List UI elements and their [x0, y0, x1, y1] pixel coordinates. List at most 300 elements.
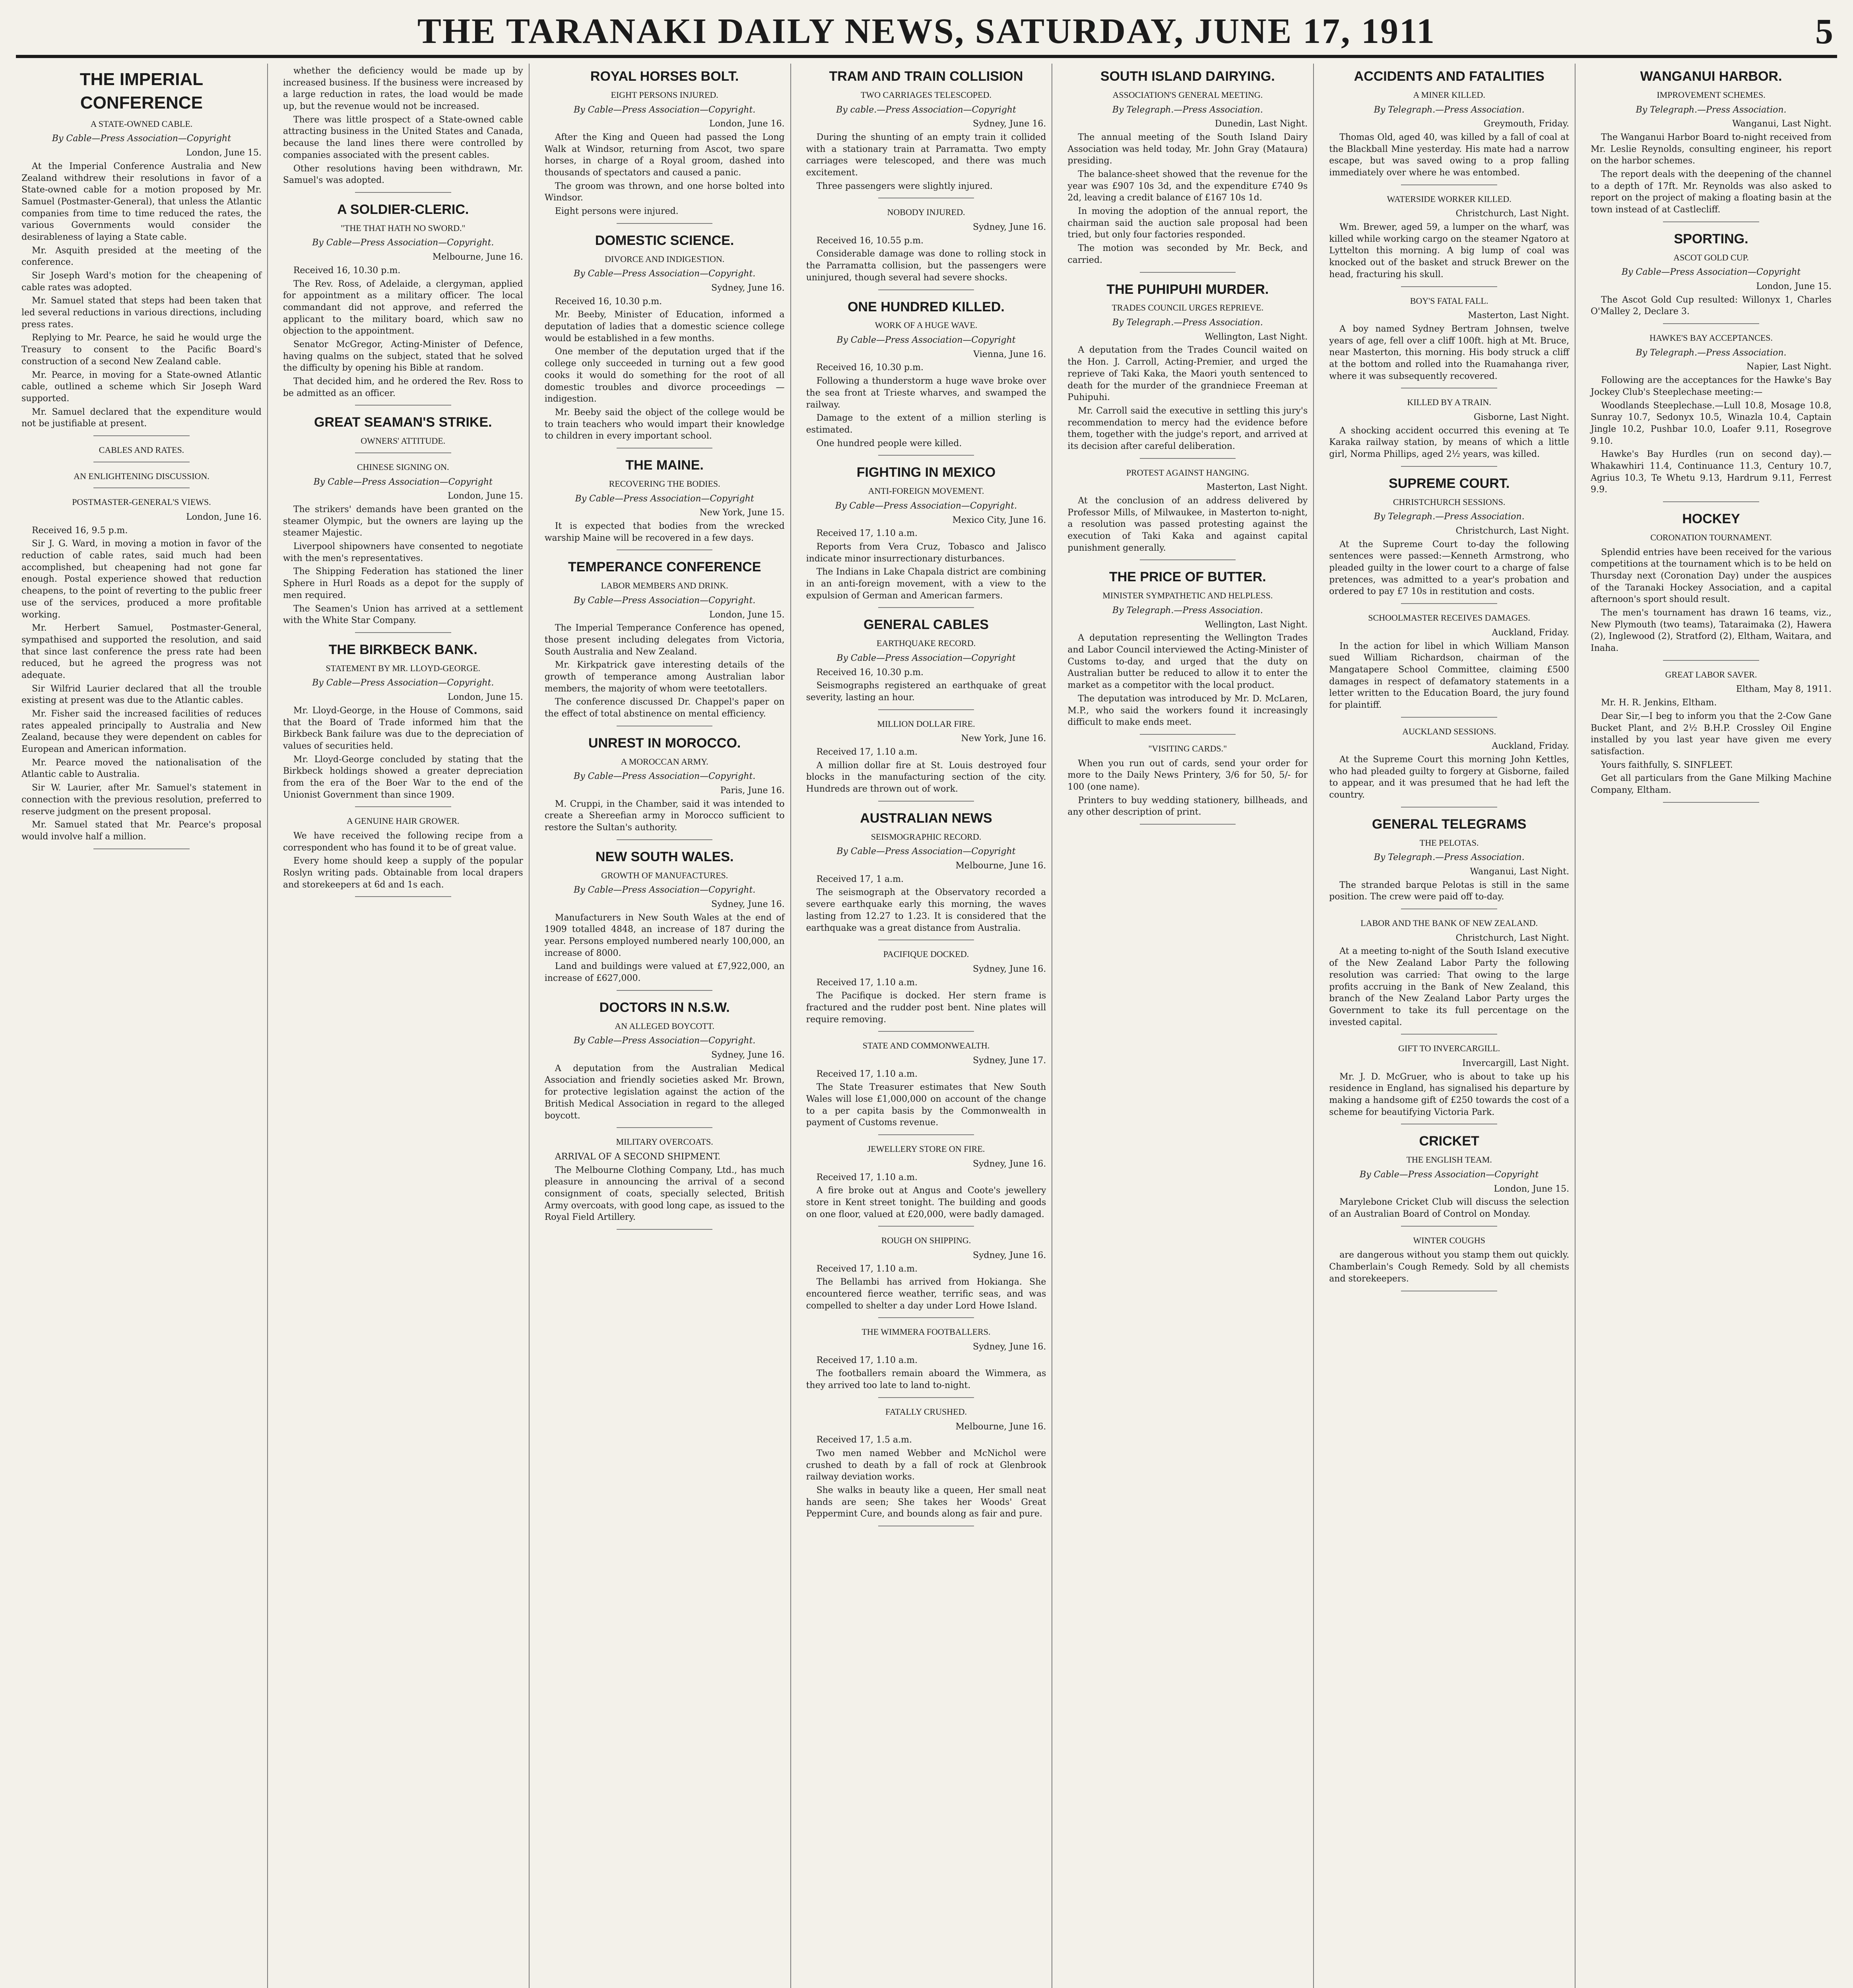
- article-divider: [1140, 824, 1236, 825]
- article: [1067, 568, 1308, 734]
- article-divider: [355, 896, 451, 897]
- article: [283, 815, 523, 897]
- article-paragraph: ARRIVAL OF A SECOND SHIPMENT.: [555, 1151, 721, 1162]
- article: [283, 201, 523, 406]
- article-paragraph: One hundred people were killed.: [816, 438, 962, 448]
- article-paragraph: Dear Sir,—I beg to inform you that the 2-Cow Gane Bucket Plant, and 2½ B.H.P. Crossley Oil Engine installed by you last year have given me every satisfaction.: [1591, 711, 1832, 757]
- article-paragraph: Damage to the extent of a million sterling is estimated.: [806, 413, 1046, 435]
- article: [1067, 743, 1308, 825]
- article-dateline: Vienna, June 16.: [973, 349, 1046, 359]
- article-byline: By Cable—Press Association—Copyright: [313, 477, 493, 487]
- article-paragraph: Mr. Samuel declared that the expenditure would not be justifiable at present.: [21, 407, 262, 429]
- article-divider: [878, 1134, 974, 1135]
- article-divider: [93, 848, 190, 849]
- article-paragraph: Two men named Webber and McNichol were crushed to death by a fall of rock at Glenbrook railway deviation works.: [806, 1448, 1046, 1482]
- article-subhead: TRADES COUNCIL URGES REPRIEVE.: [1112, 303, 1264, 313]
- masthead: [16, 7, 1837, 58]
- article-dateline: New York, June 16.: [961, 734, 1046, 744]
- article-headline: TRAM AND TRAIN COLLISION: [829, 69, 1023, 84]
- article: [806, 68, 1046, 198]
- column-5: [1062, 64, 1314, 1988]
- article-paragraph: Mr. Pearce, in moving for a State-owned Atlantic cable, outlined a scheme which Sir Joseph Ward supported.: [21, 370, 262, 404]
- article-paragraph: At the Imperial Conference Australia and New Zealand withdrew their resolutions in favor of a State-owned cable for a motion proposed by Mr. Samuel (Postmaster-General), that unless the Atlantic companies from time to time reduced the rates, the various Governments would consider the desirableness of laying a State cable.: [21, 161, 262, 242]
- article-subhead: LABOR AND THE BANK OF NEW ZEALAND.: [1360, 918, 1538, 928]
- article-paragraph: We have received the following recipe from a correspondent who has found it to be of great value.: [283, 831, 523, 853]
- article-dateline: Christchurch, Last Night.: [1455, 933, 1570, 943]
- article-paragraph: Land and buildings were valued at £7,922,000, an increase of £627,000.: [544, 961, 785, 984]
- article-byline: By Telegraph.—Press Association.: [1112, 606, 1263, 616]
- article-paragraph: Mr. Herbert Samuel, Postmaster-General, sympathised and supported the resolution, and said that since last conference the press rate had been reduced, but he agreed the progress was not adequate.: [21, 623, 262, 680]
- article-dateline: Greymouth, Friday.: [1483, 119, 1570, 129]
- article-dateline: New York, June 15.: [699, 508, 785, 518]
- article-paragraph: Every home should keep a supply of the popular Roslyn writing pads. Obtainable from local drapers and storekeepers at 6d and 1s each.: [283, 856, 523, 890]
- article-divider: [1663, 323, 1759, 324]
- article: [1329, 1043, 1569, 1124]
- article-divider: [93, 487, 190, 488]
- article-divider: [355, 806, 451, 807]
- article-headline: WANGANUI HARBOR.: [1640, 69, 1782, 84]
- article-dateline: London, June 15.: [1756, 282, 1832, 292]
- article-divider: [617, 990, 713, 991]
- article-dateline: Sydney, June 16.: [711, 283, 785, 293]
- article-paragraph: Wm. Brewer, aged 59, a lumper on the wharf, was killed while working cargo on the steamer Ngatoro at Lyttelton this morning. A big lump of coal was knocked out of the basket and struck Brewer on the head, fracturing his skull.: [1329, 222, 1570, 280]
- article-paragraph: Mr. Samuel stated that Mr. Pearce's proposal would involve half a million.: [21, 820, 262, 842]
- article-paragraph: In the action for libel in which William Manson sued William Richardson, chairman of the Mangatapere School Committee, claiming £500 damages in respect of defamatory statements in a letter written to the Education Board, the jury found for plaintiff.: [1329, 641, 1570, 710]
- article-paragraph: The Indians in Lake Chapala district are combining in an anti-foreign movement, with a view to the expulsion of German and American farmers.: [806, 567, 1046, 601]
- article-headline: GENERAL TELEGRAMS: [1372, 816, 1527, 832]
- article-paragraph: One member of the deputation urged that if the college only succeeded in turning out a few good cooks it would do something for the root of all domestic troubles and divorce proceedings — indigestion.: [544, 347, 785, 404]
- article-paragraph: When you run out of cards, send your order for more to the Daily News Printery, 3/6 for 50, 5/- for 100 (one name).: [1067, 758, 1308, 792]
- article-subhead: AN ENLIGHTENING DISCUSSION.: [74, 471, 210, 481]
- article-dateline: Sydney, June 16.: [973, 119, 1046, 129]
- article-paragraph: Reports from Vera Cruz, Tobasco and Jalisco indicate minor insurrectionary disturbances.: [806, 542, 1046, 564]
- article-subhead: A MINER KILLED.: [1413, 89, 1485, 100]
- article-headline: ROYAL HORSES BOLT.: [590, 69, 739, 84]
- article-headline: GENERAL CABLES: [863, 617, 989, 633]
- article-headline: THE BIRKBECK BANK.: [328, 642, 477, 657]
- article-subhead: CHINESE SIGNING ON.: [357, 462, 449, 472]
- article-divider: [617, 1127, 713, 1128]
- article-paragraph: whether the deficiency would be made up by increased business. If the business were increased by a large reduction in rates, the load would be made up, but the revenue would not be increased.: [283, 66, 523, 112]
- article: [1329, 917, 1569, 1035]
- article-paragraph: That decided him, and he ordered the Rev. Ross to be admitted as an officer.: [283, 377, 523, 398]
- article-paragraph: The Imperial Temperance Conference has opened, those present including delegates from Victoria, South Australia and New Zealand.: [544, 623, 785, 657]
- article: [1329, 68, 1569, 185]
- article-paragraph: Mr. Carroll said the executive in settling this jury's recommendation to mercy had the evidence before them, together with the judge's report, and arrived at its decision after careful deliberation.: [1067, 406, 1308, 451]
- article-paragraph: The deputation was introduced by Mr. D. McLaren, M.P., who said the workers found it increasingly difficult to make ends meet.: [1067, 693, 1308, 728]
- article: [1329, 193, 1569, 287]
- article-dateline: London, June 15.: [1494, 1184, 1570, 1194]
- article: [1329, 295, 1569, 389]
- article-paragraph: In moving the adoption of the annual report, the chairman said the auction sale proposal had been tried, but only four factories responded.: [1067, 206, 1308, 240]
- article-dateline: Sydney, June 17.: [973, 1056, 1046, 1066]
- article-divider: [878, 1397, 974, 1398]
- article-subhead: RECOVERING THE BODIES.: [609, 478, 720, 489]
- article-paragraph: She walks in beauty like a queen, Her small neat hands are seen; She takes her Woods' Great Peppermint Cure, and bounds along as fair and pure.: [806, 1485, 1046, 1519]
- article: [806, 1040, 1046, 1135]
- article-paragraph: The strikers' demands have been granted on the steamer Olympic, but the owners are laying up the steamer Majestic.: [283, 505, 523, 538]
- article-divider: [1401, 466, 1497, 467]
- article-byline: By Telegraph.—Press Association.: [1636, 348, 1787, 358]
- article-byline: By Cable—Press Association—Copyright.: [573, 105, 756, 115]
- article-paragraph: Mr. Asquith presided at the meeting of the conference.: [21, 245, 262, 268]
- column-3: [539, 64, 791, 1988]
- article-divider: [878, 1031, 974, 1032]
- article-dateline: Napier, Last Night.: [1746, 362, 1832, 372]
- article: [1067, 68, 1308, 273]
- article: [1067, 281, 1308, 459]
- article-divider: [878, 1317, 974, 1318]
- article-paragraph: Received 17, 1.10 a.m.: [816, 1264, 918, 1274]
- article-subhead: THE ENGLISH TEAM.: [1406, 1155, 1492, 1165]
- article-headline: DOMESTIC SCIENCE.: [595, 233, 734, 248]
- article-subhead: GIFT TO INVERCARGILL.: [1398, 1043, 1500, 1054]
- article-paragraph: The report deals with the deepening of the channel to a depth of 17ft. Mr. Reynolds was also asked to report on the project of making a floating basin at the town instead of at Castlecliff.: [1591, 169, 1832, 215]
- article-divider: [617, 223, 713, 224]
- article-headline: SUPREME COURT.: [1389, 476, 1510, 491]
- article-paragraph: The conference discussed Dr. Chappel's paper on the effect of total abstinence on mental efficiency.: [544, 697, 785, 719]
- article-divider: [355, 405, 451, 406]
- article-paragraph: Marylebone Cricket Club will discuss the selection of an Australian Board of Control on Monday.: [1329, 1197, 1570, 1219]
- article-subhead: THE WIMMERA FOOTBALLERS.: [861, 1327, 991, 1337]
- article-subhead: "VISITING CARDS.": [1148, 743, 1227, 753]
- article-subhead: PROTEST AGAINST HANGING.: [1126, 467, 1249, 478]
- article-dateline: Wellington, Last Night.: [1205, 332, 1308, 342]
- article-subhead: MILITARY OVERCOATS.: [616, 1137, 713, 1147]
- article: [545, 1136, 785, 1230]
- article-paragraph: Received 16, 10.30 p.m.: [555, 296, 662, 307]
- article-byline: By Cable—Press Association—Copyright: [52, 134, 231, 144]
- article-headline: GREAT SEAMAN'S STRIKE.: [314, 415, 492, 430]
- article-paragraph: Received 17, 1.10 a.m.: [816, 1172, 918, 1182]
- article-subhead: TWO CARRIAGES TELESCOPED.: [860, 89, 992, 100]
- article-paragraph: Three passengers were slightly injured.: [816, 181, 993, 191]
- article-paragraph: Received 16, 10.30 p.m.: [816, 667, 924, 678]
- article-headline: HOCKEY: [1682, 511, 1740, 527]
- article-paragraph: Woodlands Steeplechase.—Lull 10.8, Mosage 10.8, Sunray 10.7, Sedonyx 10.5, Winazla 10.4, Captain Jingle 10.2, Pushbar 10.0, Loafer 9.11, Rosegrove 9.10.: [1591, 400, 1832, 446]
- article-subhead: EARTHQUAKE RECORD.: [876, 638, 976, 648]
- article: [806, 1143, 1046, 1227]
- article-subhead: EIGHT PERSONS INJURED.: [611, 89, 718, 100]
- article-subhead: POSTMASTER-GENERAL'S VIEWS.: [72, 497, 211, 507]
- article: [1067, 467, 1308, 561]
- article-paragraph: A deputation from the Trades Council waited on the Hon. J. Carroll, Acting-Premier, and urged the reprieve of Taki Kaka, the Maori youth sentenced to death for the murder of the grandniece Freeman at Puhipuhi.: [1067, 345, 1308, 403]
- column-6: [1323, 64, 1576, 1988]
- article: [1591, 669, 1832, 803]
- article-dateline: London, June 16.: [186, 512, 262, 522]
- article-paragraph: The Ascot Gold Cup resulted: Willonyx 1, Charles O'Malley 2, Declare 3.: [1591, 295, 1832, 317]
- article-paragraph: The groom was thrown, and one horse bolted into Windsor.: [544, 181, 785, 203]
- article-byline: By Cable—Press Association—Copyright.: [312, 678, 494, 688]
- article-paragraph: The men's tournament has drawn 16 teams, viz., New Plymouth (two teams), Tataraimaka (2), Hawera (2), Inglewood (2), Stratford (2), Eltham, Waitara, and Inaha.: [1591, 608, 1832, 654]
- article-byline: By Cable—Press Association—Copyright.: [835, 501, 1017, 511]
- article-dateline: Masterton, Last Night.: [1468, 311, 1570, 321]
- article-paragraph: Replying to Mr. Pearce, he said he would urge the Treasury to consent to the Pacific Board's construction of a second New Zealand cable.: [21, 333, 262, 367]
- article-paragraph: The balance-sheet showed that the revenue for the year was £907 10s 3d, and the expenditure £740 9s 2d, leaving a credit balance of £167 10s 1d.: [1067, 169, 1308, 203]
- article-subhead: MINISTER SYMPATHETIC AND HELPLESS.: [1102, 590, 1273, 601]
- article-subhead: WINTER COUGHS: [1413, 1235, 1485, 1245]
- article-dateline: Eltham, May 8, 1911.: [1736, 684, 1832, 695]
- article-paragraph: Mr. Kirkpatrick gave interesting details of the growth of temperance among Australian labor members, the majority of whom were teetotallers.: [544, 660, 785, 694]
- article-subhead: CABLES AND RATES.: [99, 445, 184, 455]
- article-divider: [93, 435, 190, 436]
- article: [1329, 726, 1569, 808]
- article: [545, 734, 785, 840]
- article-headline: CRICKET: [1419, 1134, 1479, 1149]
- article-byline: By Cable—Press Association—Copyright: [836, 335, 1016, 346]
- article: [283, 461, 523, 633]
- article: [1591, 68, 1832, 222]
- article-subhead: STATE AND COMMONWEALTH.: [862, 1041, 990, 1051]
- article-subhead: LABOR MEMBERS AND DRINK.: [601, 580, 728, 591]
- article-dateline: Masterton, Last Night.: [1206, 482, 1308, 493]
- article-headline: FIGHTING IN MEXICO: [856, 465, 996, 480]
- article-dateline: Sydney, June 16.: [973, 1250, 1046, 1260]
- article-dateline: Invercargill, Last Night.: [1462, 1058, 1570, 1068]
- article-paragraph: Received 16, 10.55 p.m.: [816, 235, 924, 246]
- article-headline: SPORTING.: [1674, 231, 1748, 247]
- article-byline: By Cable—Press Association—Copyright.: [312, 238, 494, 248]
- article-dateline: Auckland, Friday.: [1492, 741, 1570, 751]
- article: [21, 68, 262, 436]
- article-dateline: London, June 15.: [448, 692, 523, 703]
- article-dateline: Melbourne, June 16.: [432, 252, 523, 262]
- article-paragraph: A deputation representing the Wellington Trades and Labor Council interviewed the Acting-Minister of Customs to-day, and urged that the duty on Australian butter be reduced to allow it to enter the market as a competitor with the local product.: [1067, 633, 1308, 691]
- article: [21, 444, 262, 462]
- article-paragraph: Following are the acceptances for the Hawke's Bay Jockey Club's Steeplechase meeting:—: [1591, 375, 1832, 397]
- article-paragraph: A shocking accident occurred this evening at Te Karaka railway station, by means of which a little girl, Norma Phillips, aged 2½ years, was killed.: [1329, 425, 1570, 460]
- article-subhead: ANTI-FOREIGN MOVEMENT.: [868, 486, 984, 496]
- article-dateline: Wanganui, Last Night.: [1470, 867, 1570, 877]
- article-divider: [1663, 221, 1759, 222]
- article: [1329, 612, 1569, 718]
- article-subhead: WORK OF A HUGE WAVE.: [875, 320, 978, 330]
- article-divider: [617, 1229, 713, 1230]
- article-divider: [878, 455, 974, 456]
- article-paragraph: Eight persons were injured.: [555, 206, 679, 217]
- article: [1329, 475, 1569, 604]
- article-divider: [1401, 1034, 1497, 1035]
- article-paragraph: The Melbourne Clothing Company, Ltd., has much pleasure in announcing the arrival of a second consignment of coats, specially selected, British Army overcoats, with good long cape, as issued to the Royal Field Artillery.: [544, 1165, 785, 1223]
- article-divider: [878, 801, 974, 802]
- article-subhead: GREAT LABOR SAVER.: [1665, 669, 1757, 679]
- article: [1591, 510, 1832, 661]
- article-paragraph: A deputation from the Australian Medical Association and friendly societies asked Mr. Brown, for protective legislation against the action of the British Medical Association in regard to the alleged boycott.: [544, 1063, 785, 1121]
- article: [1329, 396, 1569, 466]
- article-subhead: ROUGH ON SHIPPING.: [881, 1235, 971, 1246]
- article-divider: [1401, 1226, 1497, 1227]
- article-paragraph: Thomas Old, aged 40, was killed by a fall of coal at the Blackball Mine yesterday. His mate had a narrow escape, but was saved owing to a prop falling immediately over where he was entombed.: [1329, 132, 1570, 178]
- article: [806, 1406, 1046, 1526]
- article-headline: ONE HUNDRED KILLED.: [848, 299, 1005, 315]
- article-paragraph: Received 17, 1.10 a.m.: [816, 1355, 918, 1365]
- article-paragraph: Printers to buy wedding stationery, billheads, and any other description of print.: [1067, 795, 1308, 817]
- article-dateline: Wanganui, Last Night.: [1732, 119, 1832, 129]
- article-dateline: London, June 15.: [186, 148, 262, 158]
- article-divider: [1663, 501, 1759, 502]
- article-paragraph: The footballers remain aboard the Wimmera, as they arrived too late to land to-night.: [806, 1369, 1046, 1391]
- article-byline: By Cable—Press Association—Copyright: [1360, 1170, 1539, 1180]
- article-subhead: AN ALLEGED BOYCOTT.: [615, 1021, 714, 1031]
- article: [806, 206, 1046, 290]
- article-headline: AUSTRALIAN NEWS: [860, 810, 992, 826]
- article-paragraph: Sir W. Laurier, after Mr. Samuel's statement in connection with the previous resolution, preferred to reserve judgment on the present proposal.: [21, 783, 262, 817]
- column-1: [16, 64, 268, 1988]
- article-subhead: BOY'S FATAL FALL.: [1410, 295, 1488, 306]
- article-divider: [617, 839, 713, 840]
- article-paragraph: M. Cruppi, in the Chamber, said it was intended to create a Shereefian army in Morocco sufficient to restore the Sultan's authority.: [544, 799, 785, 833]
- article-divider: [1140, 272, 1236, 273]
- columns-container: [16, 64, 1837, 1988]
- article-paragraph: Sir Wilfrid Laurier declared that all the trouble existing at present was due to the Atlantic cables.: [21, 683, 262, 706]
- article: [1329, 1235, 1569, 1291]
- article-divider: [1140, 559, 1236, 560]
- article-dateline: Christchurch, Last Night.: [1455, 526, 1570, 536]
- article-paragraph: The seismograph at the Observatory recorded a severe earthquake early this morning, the waves lasting from 12.27 to 1.23. It is considered that the earthquake was a great distance from Australia.: [806, 887, 1046, 933]
- article-dateline: Paris, June 16.: [720, 786, 785, 796]
- article-headline: UNREST IN MOROCCO.: [588, 735, 741, 751]
- article-divider: [1401, 184, 1497, 185]
- article: [1329, 1132, 1569, 1226]
- article-paragraph: Seismographs registered an earthquake of great severity, lasting an hour.: [806, 681, 1046, 703]
- article-paragraph: Mr. Lloyd-George, in the House of Commons, said that the Board of Trade informed him that the Birkbeck Bank failure was due to the depreciation of values of securities held.: [283, 705, 523, 751]
- article-paragraph: The Shipping Federation has stationed the liner Sphere in Hurl Roads as a depot for the supply of men required.: [283, 567, 523, 600]
- article-paragraph: Mr. Fisher said the increased facilities of reduces rates appealed principally to Australia and New Zealand, because they were dependent on cables for European and American information.: [21, 709, 262, 755]
- article-subhead: KILLED BY A TRAIN.: [1407, 397, 1491, 408]
- article-subhead: FATALLY CRUSHED.: [885, 1406, 967, 1417]
- article-dateline: Sydney, June 16.: [711, 899, 785, 910]
- article: [806, 948, 1046, 1032]
- article-byline: By Cable—Press Association—Copyright.: [573, 1036, 756, 1046]
- article-byline: By Cable—Press Association—Copyright.: [573, 885, 756, 895]
- article-subhead: THE PELOTAS.: [1419, 837, 1479, 848]
- article-divider: [878, 289, 974, 290]
- article-paragraph: Mr. Samuel stated that steps had been taken that led several reductions in various directions, including press rates.: [21, 296, 262, 330]
- article-paragraph: It is expected that bodies from the wrecked warship Maine will be recovered in a few days.: [544, 521, 785, 543]
- article-subhead: WATERSIDE WORKER KILLED.: [1387, 194, 1512, 204]
- article-paragraph: The State Treasurer estimates that New South Wales will lose £1,000,000 on account of the change to a per capita basis by the Commonwealth in payment of Customs revenue.: [806, 1082, 1046, 1128]
- article-paragraph: Splendid entries have been received for the various competitions at the tournament which is to be held on Thursday next (Coronation Day) under the auspices of the Taranaki Hockey Association, and a capital afternoon's sport should result.: [1591, 547, 1832, 605]
- article-paragraph: At the conclusion of an address delivered by Professor Mills, of Milwaukee, in Masterton to-night, a resolution was passed protesting against the execution of Taki Kaka and against capital punishment generally.: [1067, 496, 1308, 553]
- article: [283, 641, 523, 807]
- article-subhead: A MOROCCAN ARMY.: [621, 756, 708, 767]
- article-dateline: Sydney, June 16.: [973, 964, 1046, 974]
- article: [806, 616, 1046, 710]
- article-paragraph: A fire broke out at Angus and Coote's jewellery store in Kent street tonight. The building and goods on one floor, valued at £20,000, were badly damaged.: [806, 1186, 1046, 1219]
- article-divider: [878, 1226, 974, 1227]
- article-paragraph: After the King and Queen had passed the Long Walk at Windsor, returning from Ascot, two spare horses, in charge of a Royal groom, dashed into thousands of spectators and caused a panic.: [544, 132, 785, 178]
- article-dateline: Gisborne, Last Night.: [1473, 412, 1570, 423]
- article-dateline: Auckland, Friday.: [1492, 627, 1570, 638]
- article: [545, 558, 785, 726]
- article-divider: [355, 632, 451, 633]
- article-dateline: London, June 16.: [709, 119, 785, 129]
- article-paragraph: Get all particulars from the Gane Milking Machine Company, Eltham.: [1591, 773, 1832, 795]
- article-byline: By cable.—Press Association—Copyright: [836, 105, 1016, 115]
- article-paragraph: At a meeting to-night of the South Island executive of the New Zealand Labor Party the following resolution was carried: That owing to the large profits accruing in the Bank of New Zealand, this branch of the New Zealand Labor Party urges the Government to take its full percentage on the invested capital.: [1329, 946, 1570, 1027]
- article-paragraph: The stranded barque Pelotas is still in the same position. The crew were paid off to-day.: [1329, 880, 1570, 902]
- article-headline: NEW SOUTH WALES.: [595, 849, 734, 864]
- article-divider: [617, 549, 713, 550]
- article-headline: THE PUHIPUHI MURDER.: [1106, 282, 1269, 297]
- article: [545, 68, 785, 224]
- article-headline: TEMPERANCE CONFERENCE: [568, 559, 761, 575]
- article-paragraph: Received 16, 10.30 p.m.: [293, 265, 401, 276]
- article-subhead: SEISMOGRAPHIC RECORD.: [871, 831, 982, 842]
- article-dateline: Melbourne, June 16.: [955, 861, 1046, 871]
- article-paragraph: At the Supreme Court to-day the following sentences were passed:—Kenneth Armstrong, who pleaded guilty in the lower court to a charge of false pretences, was admitted to a year's probation and ordered to pay £7 10s in restitution and costs.: [1329, 539, 1570, 597]
- article-headline: THE MAINE.: [625, 457, 704, 473]
- article: [545, 232, 785, 448]
- article: [806, 298, 1046, 456]
- article-byline: By Cable—Press Association—Copyright: [575, 493, 754, 504]
- article-paragraph: Liverpool shipowners have consented to negotiate with the men's representatives.: [283, 542, 523, 563]
- article-subhead: SCHOOLMASTER RECEIVES DAMAGES.: [1368, 613, 1531, 623]
- column-4: [801, 64, 1053, 1988]
- article-subhead: STATEMENT BY MR. LLOYD-GEORGE.: [326, 663, 481, 673]
- article-dateline: Sydney, June 16.: [711, 1050, 785, 1060]
- article: [283, 65, 523, 193]
- article-paragraph: Received 17, 1 a.m.: [816, 874, 904, 884]
- article-dateline: Sydney, June 16.: [973, 1342, 1046, 1352]
- article-byline: By Telegraph.—Press Association.: [1112, 318, 1263, 328]
- article-dateline: Christchurch, Last Night.: [1455, 209, 1570, 219]
- article-paragraph: There was little prospect of a State-owned cable attracting business in the United States and Canada, because the land lines there were controlled by companies associated with the present cables.: [283, 115, 523, 160]
- article-paragraph: Received 16, 9.5 p.m.: [32, 525, 128, 536]
- article-dateline: Wellington, Last Night.: [1205, 619, 1308, 630]
- article: [1591, 230, 1832, 324]
- article-subhead: NOBODY INJURED.: [887, 207, 965, 217]
- article-divider: [1663, 802, 1759, 803]
- article-byline: By Telegraph.—Press Association.: [1374, 105, 1525, 115]
- article-paragraph: Received 17, 1.10 a.m.: [816, 977, 918, 988]
- article: [806, 1326, 1046, 1398]
- article-divider: [355, 452, 451, 453]
- article-paragraph: Received 17, 1.10 a.m.: [816, 747, 918, 757]
- article-subhead: IMPROVEMENT SCHEMES.: [1657, 89, 1766, 100]
- article: [1591, 332, 1832, 502]
- article-headline: A SOLDIER-CLERIC.: [337, 202, 469, 217]
- article: [806, 1235, 1046, 1318]
- article-headline: DOCTORS IN N.S.W.: [599, 1000, 730, 1015]
- article-subhead: CORONATION TOURNAMENT.: [1650, 532, 1772, 542]
- article-paragraph: Sir Joseph Ward's motion for the cheapening of cable rates was adopted.: [21, 271, 262, 293]
- article-paragraph: are dangerous without you stamp them out quickly. Chamberlain's Cough Remedy. Sold by all chemists and storekeepers.: [1329, 1250, 1570, 1284]
- article-paragraph: Mr. Beeby, Minister of Education, informed a deputation of ladies that a domestic science college would be established in a few months.: [544, 310, 785, 344]
- article-divider: [1401, 603, 1497, 604]
- article-subhead: AUCKLAND SESSIONS.: [1402, 726, 1496, 736]
- article: [806, 718, 1046, 802]
- article-paragraph: The Pacifique is docked. Her stern frame is fractured and the rudder post bent. Nine plates will require removing.: [806, 991, 1046, 1025]
- article-byline: By Cable—Press Association—Copyright: [836, 653, 1016, 663]
- article-divider: [1401, 286, 1497, 287]
- article-byline: By Cable—Press Association—Copyright.: [573, 595, 756, 606]
- masthead-title: THE TARANAKI DAILY NEWS, SATURDAY, JUNE 17, 1911: [417, 11, 1436, 51]
- article-paragraph: Following a thunderstorm a huge wave broke over the sea front at Trieste wharves, and swamped the railway.: [806, 376, 1046, 410]
- article-byline: By Cable—Press Association—Copyright: [836, 846, 1016, 857]
- article-byline: By Telegraph.—Press Association.: [1112, 105, 1263, 115]
- article-byline: By Cable—Press Association—Copyright.: [573, 269, 756, 279]
- article: [806, 464, 1046, 608]
- article-byline: By Telegraph.—Press Association.: [1636, 105, 1787, 115]
- article-divider: [1140, 458, 1236, 459]
- article-paragraph: During the shunting of an empty train it collided with a stationary train at Parramatta. Two empty carriages were telescoped, and there was much excitement.: [806, 132, 1046, 178]
- article-divider: [1401, 807, 1497, 808]
- article-divider: [878, 709, 974, 710]
- article-divider: [1401, 717, 1497, 718]
- article-paragraph: A boy named Sydney Bertram Johnsen, twelve years of age, fell over a cliff 100ft. high at Mt. Bruce, near Masterton, this morning. His body struck a cliff at the bottom and rolled into the Ruamahanga river, where it was subsequently recovered.: [1329, 324, 1570, 381]
- page-number: 5: [1815, 12, 1833, 51]
